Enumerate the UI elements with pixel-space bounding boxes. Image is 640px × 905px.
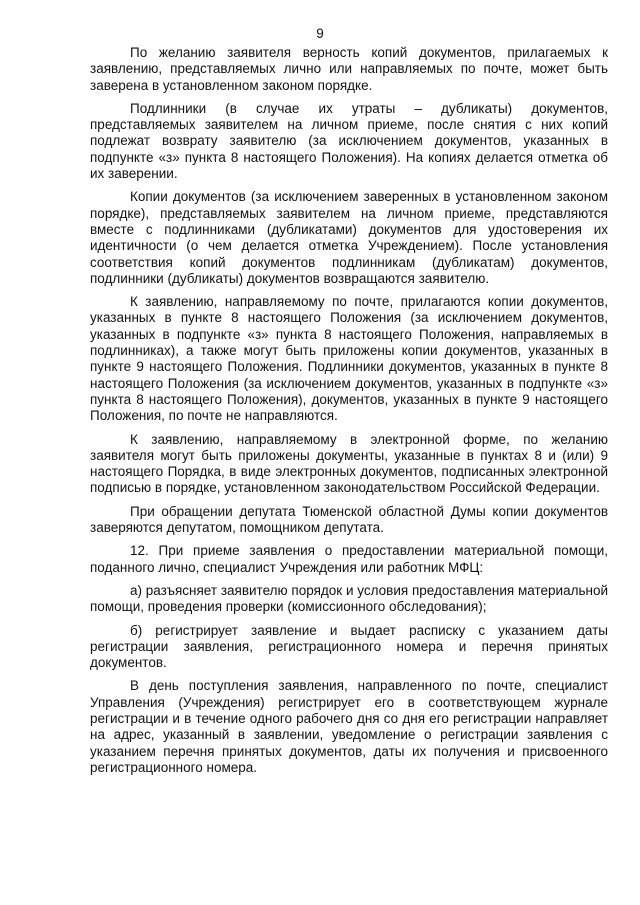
paragraph-item-12: 12. При приеме заявления о предоставлении материальной помощи, поданного лично, специалист Учреждения или работник МФЦ: <box>90 543 608 575</box>
paragraph-copies-with-originals: Копии документов (за исключением заверенных в установленном законом порядке), представляемых заявителем на личном приеме, представляются вместе с подлинниками (дубликатами) документов для удостоверения их идентичности (о чем делается отметка Учреждением). После установления соответствия копий документов подлинникам (дубликатам) документов, подлинники (дубликаты) документов возвращаются заявителю. <box>90 189 608 286</box>
paragraph-postal-registration: В день поступления заявления, направленного по почте, специалист Управления (Учреждения) регистрирует его в соответствующем журнале регистрации и в течение одного рабочего дня со дня его регистрации направляет на адрес, указанный в заявлении, уведомление о регистрации заявления с указанием перечня принятых документов, даты их получения и присвоенного регистрационного номера. <box>90 678 608 775</box>
paragraph-originals-return: Подлинники (в случае их утраты – дубликаты) документов, представляемых заявителем на личном приеме, после снятия с них копий подлежат возврату заявителю (за исключением документов, указанных в подпункте «з» пункта 8 настоящего Положения). На копиях делается отметка об их заверении. <box>90 100 608 182</box>
paragraph-copies-certification: По желанию заявителя верность копий документов, прилагаемых к заявлению, представляемых лично или направляемых по почте, может быть заверена в установленном законом порядке. <box>90 45 608 93</box>
document-body <box>90 45 608 783</box>
page-number: 9 <box>316 26 324 41</box>
paragraph-subitem-a: а) разъясняет заявителю порядок и условия предоставления материальной помощи, проведения проверки (комиссионного обследования); <box>90 582 608 615</box>
paragraph-subitem-b: б) регистрирует заявление и выдает расписку с указанием даты регистрации заявления, регистрационного номера и перечня принятых документов. <box>90 622 608 671</box>
paragraph-electronic-application: К заявлению, направляемому в электронной форме, по желанию заявителя могут быть приложены документы, указанные в пунктах 8 и (или) 9 настоящего Порядка, в виде электронных документов, подписанных электронной подписью в порядке, установленном законодательством Российской Федерации. <box>90 431 608 496</box>
paragraph-deputy-appeal: При обращении депутата Тюменской областной Думы копии документов заверяются депутатом, помощником депутата. <box>90 503 608 536</box>
paragraph-postal-application: К заявлению, направляемому по почте, прилагаются копии документов, указанных в пункте 8 настоящего Положения (за исключением документов, указанных в подпункте «з» пункта 8 настоящего Положения, направляемых в подлинниках), а также могут быть приложены копии документов, указанных в пункте 9 настоящего Положения. Подлинники документов, указанных в пункте 8 настоящего Положения (за исключением документов, указанных в подпункте «з» пункта 8 настоящего Положения), документов, указанных в пункте 9 настоящего Положения, по почте не направляются. <box>90 294 608 424</box>
